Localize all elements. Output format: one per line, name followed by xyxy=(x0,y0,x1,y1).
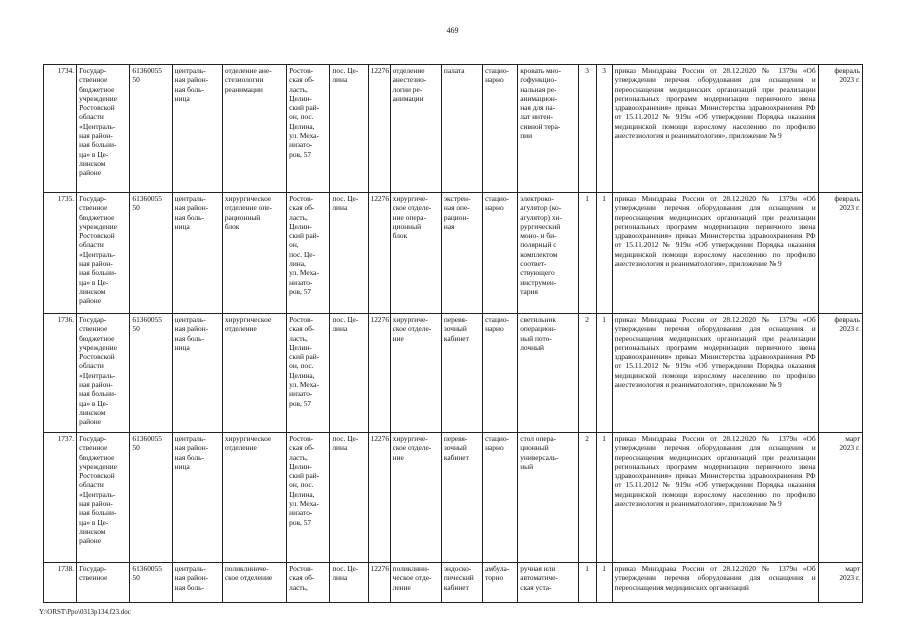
cell-quantity-planned: 1 xyxy=(596,314,612,433)
cell-quantity-planned: 1 xyxy=(596,193,612,314)
cell-care-condition: стацио- нарно xyxy=(483,65,518,193)
cell-okato-code: 12276 xyxy=(368,193,390,314)
table-row xyxy=(44,563,863,603)
cell-settlement: пос. Це- лина xyxy=(330,193,368,314)
cell-department: отделение ане- стезиологии реанимации xyxy=(222,65,286,193)
cell-department: хирургическое отделение xyxy=(222,433,286,563)
page-number: 469 xyxy=(446,26,459,35)
cell-row-number: 1737. xyxy=(44,433,77,563)
cell-care-condition: стацио- нарно xyxy=(483,433,518,563)
cell-organization-name: Государ- ственное бюджетное учреждение Ростовской области «Централь- ная район- ная больни- ца» в Це- линском районе xyxy=(77,193,130,314)
cell-address: Ростов- ская об- ласть, xyxy=(287,563,330,603)
cell-legal-basis: приказ Минздрава России от 28.12.2020 № 1379н «Об утверждении перечня оборудования для оснащения и переоснащения медицинских организаций при реализации региональных программ модернизации первичного звена здравоохранения» приказ Министерства здравоохранения РФ от 15.11.2012 № 919н «Об утверждении Порядка оказания медицинской помощи взрослому населению по профилю анестезиология и реаниматология», приложение № 9 xyxy=(612,433,818,563)
table-row xyxy=(44,433,863,563)
cell-legal-basis: приказ Минздрава России от 28.12.2020 № 1379н «Об утверждении перечня оборудования для оснащения и переоснащения медицинских организаций при реализации региональных программ модернизации первичного звена здравоохранения» приказ Министерства здравоохранения РФ от 15.11.2012 № 919н «Об утверждении Порядка оказания медицинской помощи взрослому населению по профилю анестезиология и реаниматология», приложение № 9 xyxy=(612,314,818,433)
cell-row-number: 1736. xyxy=(44,314,77,433)
cell-okato-code: 12276 xyxy=(368,563,390,603)
cell-okato-code: 12276 xyxy=(368,65,390,193)
cell-unit: хирургиче- ское отделе- ние xyxy=(390,314,441,433)
cell-organization-type: централь- ная район- ная боль- ница xyxy=(172,193,222,314)
cell-delivery-date: февраль 2023 г. xyxy=(818,193,862,314)
cell-row-number: 1734. xyxy=(44,65,77,193)
cell-address: Ростов- ская об- ласть, Целин- ский рай- он, пос. Целина, ул. Меха- низато- ров, 57 xyxy=(287,433,330,563)
cell-legal-basis: приказ Минздрава России от 28.12.2020 № 1379н «Об утверждении перечня оборудования для оснащения и переоснащения медицинских организаций xyxy=(612,563,818,603)
cell-organization-name: Государ- ственное бюджетное учреждение Ростовской области «Централь- ная район- ная больни- ца» в Це- линском районе xyxy=(77,433,130,563)
cell-care-condition: стацио- нарно xyxy=(483,193,518,314)
cell-delivery-date: февраль 2023 г. xyxy=(818,314,862,433)
cell-organization-code: 61360055 50 xyxy=(130,193,172,314)
cell-organization-code: 61360055 50 xyxy=(130,314,172,433)
cell-organization-code: 61360055 50 xyxy=(130,563,172,603)
cell-delivery-date: март 2023 г. xyxy=(818,563,862,603)
cell-quantity-required: 1 xyxy=(578,563,596,603)
table-row xyxy=(44,314,863,433)
equipment-table xyxy=(43,64,863,603)
cell-care-condition: стацио- нарно xyxy=(483,314,518,433)
table-row xyxy=(44,65,863,193)
cell-okato-code: 12276 xyxy=(368,314,390,433)
cell-quantity-required: 1 xyxy=(578,193,596,314)
cell-legal-basis: приказ Минздрава России от 28.12.2020 № 1379н «Об утверждении перечня оборудования для оснащения и переоснащения медицинских организаций при реализации региональных программ модернизации первичного звена здравоохранения» приказ Министерства здравоохранения РФ от 15.11.2012 № 919н «Об утверждении Порядка оказания медицинской помощи взрослому населению по профилю анестезиология и реаниматология», приложение № 9 xyxy=(612,65,818,193)
cell-organization-name: Государ- ственное бюджетное учреждение Ростовской области «Централь- ная район- ная больни- ца» в Це- линском районе xyxy=(77,314,130,433)
cell-okato-code: 12276 xyxy=(368,433,390,563)
cell-room: эндоско- пический кабинет xyxy=(441,563,482,603)
cell-settlement: пос. Це- лина xyxy=(330,314,368,433)
cell-quantity-required: 3 xyxy=(578,65,596,193)
cell-address: Ростов- ская об- ласть, Целин- ский рай- он, пос. Целина, ул. Меха- низато- ров, 57 xyxy=(287,314,330,433)
cell-legal-basis: приказ Минздрава России от 28.12.2020 № 1379н «Об утверждении перечня оборудования для оснащения и переоснащения медицинских организаций при реализации региональных программ модернизации первичного звена здравоохранения» приказ Министерства здравоохранения РФ от 15.11.2012 № 919н «Об утверждении Порядка оказания медицинской помощи взрослому населению по профилю анестезиология и реаниматология», приложение № 9 xyxy=(612,193,818,314)
cell-unit: отделение анестезио- логии ре- анимации xyxy=(390,65,441,193)
cell-organization-code: 61360055 50 xyxy=(130,433,172,563)
cell-address: Ростов- ская об- ласть, Целин- ский рай- он, пос. Целина, ул. Меха- низато- ров, 57 xyxy=(287,65,330,193)
cell-quantity-required: 2 xyxy=(578,314,596,433)
footer-file-path: Y:\ORST\Ppo\0313p134.f23.doc xyxy=(39,608,131,616)
cell-department: хирургическое отделение xyxy=(222,314,286,433)
cell-unit: хирургиче- ское отделе- ние xyxy=(390,433,441,563)
cell-organization-type: централь- ная район- ная боль- xyxy=(172,563,222,603)
cell-equipment-name: электроко- агулятор (ко- агулятор) хи- рургический моно- и би- полярный с комплектом соответ- ствующего инструмен- тария xyxy=(518,193,578,314)
cell-quantity-planned: 1 xyxy=(596,563,612,603)
cell-organization-type: централь- ная район- ная боль- ница xyxy=(172,314,222,433)
cell-quantity-required: 2 xyxy=(578,433,596,563)
cell-address: Ростов- ская об- ласть, Целин- ский рай- он, пос. Це- лина, ул. Меха- низато- ров, 57 xyxy=(287,193,330,314)
cell-settlement: пос. Це- лина xyxy=(330,65,368,193)
cell-equipment-name: светильник операцион- ный пото- лочный xyxy=(518,314,578,433)
cell-delivery-date: март 2023 г. xyxy=(818,433,862,563)
cell-equipment-name: стол опера- ционный универсаль- ный xyxy=(518,433,578,563)
cell-quantity-planned: 1 xyxy=(596,433,612,563)
cell-organization-type: централь- ная район- ная боль- ница xyxy=(172,433,222,563)
cell-organization-name: Государ- ственное xyxy=(77,563,130,603)
cell-unit: хирургиче- ское отделе- ние опера- ционный блок xyxy=(390,193,441,314)
cell-room: палата xyxy=(441,65,482,193)
cell-delivery-date: февраль 2023 г. xyxy=(818,65,862,193)
cell-row-number: 1738. xyxy=(44,563,77,603)
cell-room: перевя- зочный кабинет xyxy=(441,314,482,433)
cell-organization-type: централь- ная район- ная боль- ница xyxy=(172,65,222,193)
cell-department: хирургическое отделение опе- рационный блок xyxy=(222,193,286,314)
cell-quantity-planned: 3 xyxy=(596,65,612,193)
cell-organization-code: 61360055 50 xyxy=(130,65,172,193)
cell-equipment-name: ручная или автоматиче- ская уста- xyxy=(518,563,578,603)
table-body xyxy=(44,65,863,603)
cell-unit: поликлини- ческое отде- ление xyxy=(390,563,441,603)
cell-row-number: 1735. xyxy=(44,193,77,314)
cell-room: экстрен- ная опе- рацион- ная xyxy=(441,193,482,314)
cell-organization-name: Государ- ственное бюджетное учреждение Ростовской области «Централь- ная район- ная больни- ца» в Це- линском районе xyxy=(77,65,130,193)
cell-equipment-name: кровать мно- гофункцио- нальная ре- анимацион- ная для па- лат интен- сивной тера- пии xyxy=(518,65,578,193)
cell-department: поликлиниче- ское отделение xyxy=(222,563,286,603)
table-row xyxy=(44,193,863,314)
cell-settlement: пос. Це- лина xyxy=(330,433,368,563)
cell-settlement: пос. Це- лина xyxy=(330,563,368,603)
cell-care-condition: амбула- торно xyxy=(483,563,518,603)
cell-room: перевя- зочный кабинет xyxy=(441,433,482,563)
